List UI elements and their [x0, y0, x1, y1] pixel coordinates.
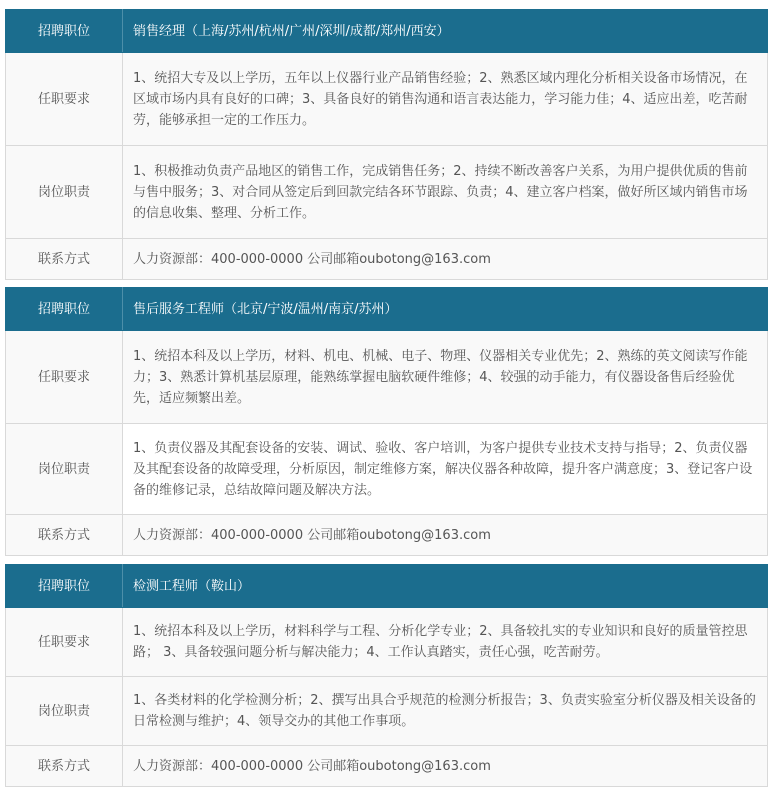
- position-label: 招聘职位: [6, 10, 123, 53]
- requirements-text: 1、统招本科及以上学历，材料、机电、机械、电子、物理、仪器相关专业优先；2、熟练的英文阅读写作能力；3、熟悉计算机基层原理，能熟练掌握电脑软硬件维修；4、较强的动手能力，有仪器设备售后经验优先，适应频繁出差。: [123, 331, 768, 424]
- job-title: 检测工程师（鞍山）: [123, 565, 768, 608]
- job-header-row: [6, 565, 768, 608]
- job-table-2: [5, 287, 768, 556]
- contact-text: 人力资源部：400-000-0000 公司邮箱oubotong@163.com: [123, 515, 768, 556]
- contact-text: 人力资源部：400-000-0000 公司邮箱oubotong@163.com: [123, 239, 768, 280]
- position-label: 招聘职位: [6, 565, 123, 608]
- duties-label: 岗位职责: [6, 146, 123, 239]
- duties-row: [6, 677, 768, 746]
- requirements-label: 任职要求: [6, 331, 123, 424]
- duties-text: 1、负责仪器及其配套设备的安装、调试、验收、客户培训，为客户提供专业技术支持与指导；2、负责仪器及其配套设备的故障受理，分析原因，制定维修方案，解决仪器各种故障，提升客户满意度；3、登记客户设备的维修记录，总结故障问题及解决方法。: [123, 424, 768, 515]
- contact-text: 人力资源部：400-000-0000 公司邮箱oubotong@163.com: [123, 746, 768, 787]
- job-table-3: [5, 564, 768, 787]
- requirements-row: [6, 331, 768, 424]
- requirements-label: 任职要求: [6, 53, 123, 146]
- duties-label: 岗位职责: [6, 677, 123, 746]
- duties-text: 1、积极推动负责产品地区的销售工作，完成销售任务；2、持续不断改善客户关系，为用户提供优质的售前与售中服务；3、对合同从签定后到回款完结各环节跟踪、负责；4、建立客户档案，做好所区域内销售市场的信息收集、整理、分析工作。: [123, 146, 768, 239]
- job-header-row: [6, 10, 768, 53]
- duties-row: [6, 146, 768, 239]
- duties-text: 1、各类材料的化学检测分析；2、撰写出具合乎规范的检测分析报告；3、负责实验室分析仪器及相关设备的日常检测与维护；4、领导交办的其他工作事项。: [123, 677, 768, 746]
- job-header-row: [6, 288, 768, 331]
- duties-label: 岗位职责: [6, 424, 123, 515]
- requirements-text: 1、统招大专及以上学历，五年以上仪器行业产品销售经验；2、熟悉区域内理化分析相关设备市场情况，在区域市场内具有良好的口碑；3、具备良好的销售沟通和语言表达能力，学习能力佳；4、适应出差，吃苦耐劳，能够承担一定的工作压力。: [123, 53, 768, 146]
- contact-row: [6, 515, 768, 556]
- requirements-row: [6, 608, 768, 677]
- requirements-row: [6, 53, 768, 146]
- contact-row: [6, 746, 768, 787]
- requirements-label: 任职要求: [6, 608, 123, 677]
- contact-row: [6, 239, 768, 280]
- requirements-text: 1、统招本科及以上学历，材料科学与工程、分析化学专业；2、具备较扎实的专业知识和良好的质量管控思路； 3、具备较强问题分析与解决能力；4、工作认真踏实，责任心强，吃苦耐劳。: [123, 608, 768, 677]
- job-title: 销售经理（上海/苏州/杭州/广州/深圳/成都/郑州/西安）: [123, 10, 768, 53]
- contact-label: 联系方式: [6, 239, 123, 280]
- position-label: 招聘职位: [6, 288, 123, 331]
- contact-label: 联系方式: [6, 515, 123, 556]
- job-title: 售后服务工程师（北京/宁波/温州/南京/苏州）: [123, 288, 768, 331]
- job-table-1: [5, 9, 768, 280]
- contact-label: 联系方式: [6, 746, 123, 787]
- duties-row: [6, 424, 768, 515]
